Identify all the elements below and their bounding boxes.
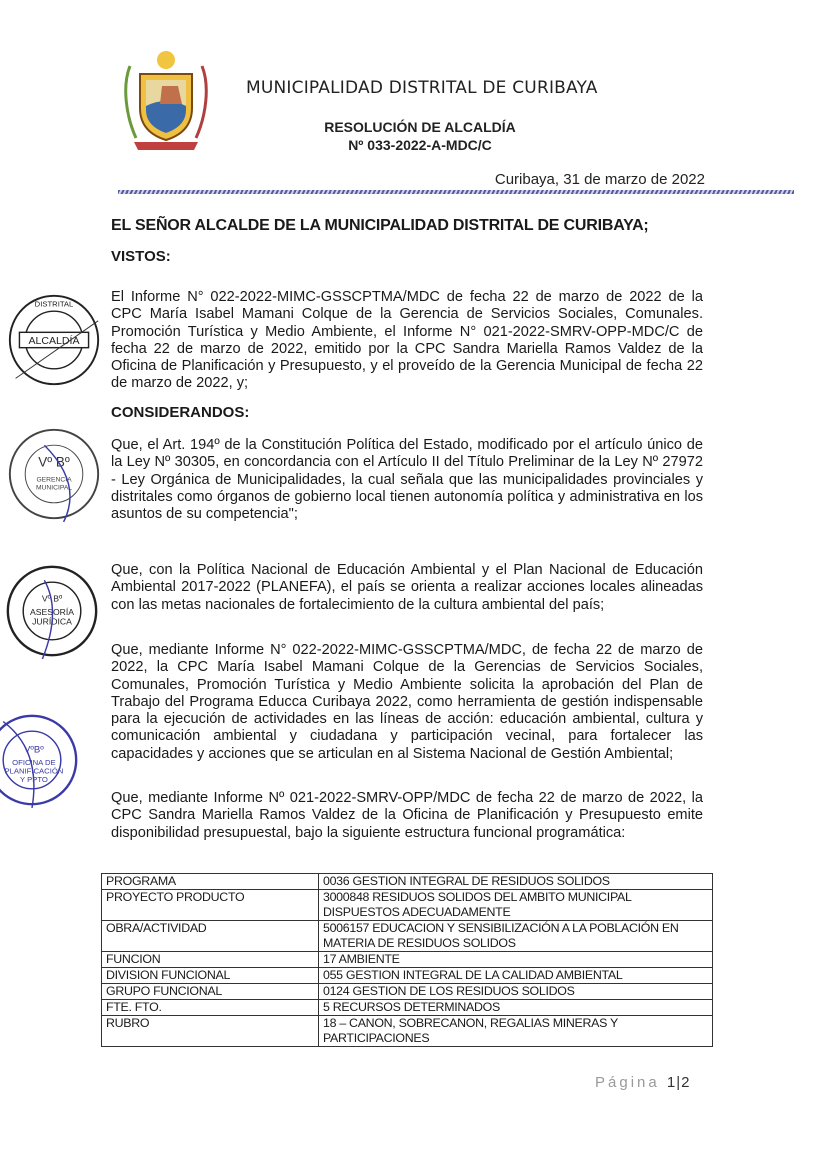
svg-text:OFICINA DE: OFICINA DE — [12, 757, 56, 767]
row-value: 17 AMBIENTE — [319, 952, 713, 968]
page-separator: | — [676, 1074, 682, 1091]
resolution-heading — [200, 118, 640, 154]
addressee-heading: EL SEÑOR ALCALDE DE LA MUNICIPALIDAD DISTRITAL DE CURIBAYA; — [111, 217, 649, 234]
table-row — [102, 874, 713, 890]
table-row — [102, 890, 713, 921]
resolution-type: RESOLUCIÓN DE ALCALDÍA — [324, 119, 516, 135]
row-key: FUNCION — [102, 952, 319, 968]
considerando-paragraph: Que, mediante Informe Nº 021-2022-SMRV-OPP/MDC de fecha 22 de marzo de 2022, la CPC Sandra Mariella Ramos Valdez de la Oficina de Planificación y Presupuesto emite disponibilidad presupuestal, bajo la siguiente estructura funcional programática: — [111, 790, 703, 841]
table-row — [102, 1016, 713, 1047]
row-value: 0124 GESTION DE LOS RESIDUOS SOLIDOS — [319, 984, 713, 1000]
resolution-number: Nº 033-2022-A-MDC/C — [348, 137, 492, 153]
table-row — [102, 1000, 713, 1016]
vistos-paragraph: El Informe N° 022-2022-MIMC-GSSCPTMA/MDC de fecha 22 de marzo de 2022 de la CPC María Isabel Mamani Colque de la Gerencia de Servicios Sociales, Comunales. Promoción Turística y Medio Ambiente, el Informe N° 021-2022-SMRV-OPP-MDC/C de fecha 22 de marzo de 2022, emitido por la CPC Sandra Mariella Ramos Valdez de la Oficina de Planificación y Presupuesto, y el proveído de la Gerencia Municipal de fecha 22 de marzo de 2022, y; — [111, 289, 703, 392]
row-value: 5 RECURSOS DETERMINADOS — [319, 1000, 713, 1016]
considerando-paragraph: Que, con la Política Nacional de Educación Ambiental y el Plan Nacional de Educación Ambiental 2017-2022 (PLANEFA), el país se orienta a realizar acciones locales alineadas con las metas nacionales de fortalecimiento de la cultura ambiental del país; — [111, 562, 703, 613]
row-key: PROGRAMA — [102, 874, 319, 890]
svg-text:DISTRITAL: DISTRITAL — [34, 299, 74, 309]
row-key: OBRA/ACTIVIDAD — [102, 921, 319, 952]
svg-text:VºBº: VºBº — [24, 744, 44, 756]
considerando-paragraph: Que, el Art. 194º de la Constitución Política del Estado, modificado por el artículo único de la Ley Nº 30305, en concordancia con el Artículo II del Título Preliminar de la Ley Nº 27972 - Ley Orgánica de Municipalidades, la cual señala que las municipalidades provinciales y distritales como órganos de gobierno local tienen autonomía política y administrativa en los asuntos de su competencia"; — [111, 437, 703, 523]
svg-text:PLANIFICACIÓN: PLANIFICACIÓN — [4, 766, 64, 776]
svg-text:GERENCIA: GERENCIA — [36, 476, 72, 484]
svg-text:ASESORÍA: ASESORÍA — [29, 606, 75, 617]
row-key: DIVISION FUNCIONAL — [102, 968, 319, 984]
page-number — [595, 1074, 690, 1091]
svg-text:Y PPTO: Y PPTO — [19, 775, 48, 785]
alcaldia-stamp-icon — [6, 292, 102, 388]
planificacion-stamp-icon — [0, 712, 80, 808]
table-row — [102, 968, 713, 984]
svg-text:Vº Bº: Vº Bº — [41, 593, 63, 604]
vistos-heading: VISTOS: — [111, 248, 171, 265]
row-value: 0036 GESTION INTEGRAL DE RESIDUOS SOLIDOS — [319, 874, 713, 890]
svg-text:Vº Bº: Vº Bº — [38, 454, 70, 470]
svg-text:JURÍDICA: JURÍDICA — [32, 616, 72, 627]
table-row — [102, 952, 713, 968]
asesoria-juridica-stamp-icon — [4, 563, 100, 659]
header-separator — [118, 190, 794, 194]
city-date: Curibaya, 31 de marzo de 2022 — [494, 171, 705, 188]
row-value: 055 GESTION INTEGRAL DE LA CALIDAD AMBIENTAL — [319, 968, 713, 984]
row-key: RUBRO — [102, 1016, 319, 1047]
row-key: GRUPO FUNCIONAL — [102, 984, 319, 1000]
table-row — [102, 984, 713, 1000]
row-value: 3000848 RESIDUOS SOLIDOS DEL AMBITO MUNICIPAL DISPUESTOS ADECUADAMENTE — [319, 890, 713, 921]
row-key: FTE. FTO. — [102, 1000, 319, 1016]
page-current: 1 — [666, 1074, 677, 1091]
institution-name: MUNICIPALIDAD DISTRITAL DE CURIBAYA — [246, 78, 598, 98]
svg-text:ALCALDÍA: ALCALDÍA — [28, 334, 80, 347]
row-key: PROYECTO PRODUCTO — [102, 890, 319, 921]
svg-text:MUNICIPAL: MUNICIPAL — [35, 484, 73, 492]
table-row — [102, 921, 713, 952]
budget-structure-table — [101, 873, 713, 1047]
row-value: 18 – CANON, SOBRECANON, REGALIAS MINERAS Y PARTICIPACIONES — [319, 1016, 713, 1047]
considerando-paragraph: Que, mediante Informe N° 022-2022-MIMC-GSSCPTMA/MDC, de fecha 22 de marzo de 2022, la CPC María Isabel Mamani Colque de la Gerencias de Servicios Sociales, Comunales, Promoción Turística y Medio Ambiente solicita la aprobación del Plan de Trabajo del Programa Educca Curibaya 2022, como herramienta de gestión indispensable para la ejecución de actividades en las líneas de acción: educación ambiental, cultura y comunicación ambiental y ciudadana y participación vecinal, para fortalecer las capacidades y acciones que se articulan en al Sistema Nacional de Gestión Ambiental; — [111, 642, 703, 762]
row-value: 5006157 EDUCACION Y SENSIBILIZACIÓN A LA POBLACIÓN EN MATERIA DE RESIDUOS SOLIDOS — [319, 921, 713, 952]
page-label: Página — [595, 1074, 660, 1091]
considerandos-heading: CONSIDERANDOS: — [111, 404, 250, 421]
page-total: 2 — [681, 1074, 691, 1091]
gerencia-municipal-stamp-icon — [6, 426, 102, 522]
